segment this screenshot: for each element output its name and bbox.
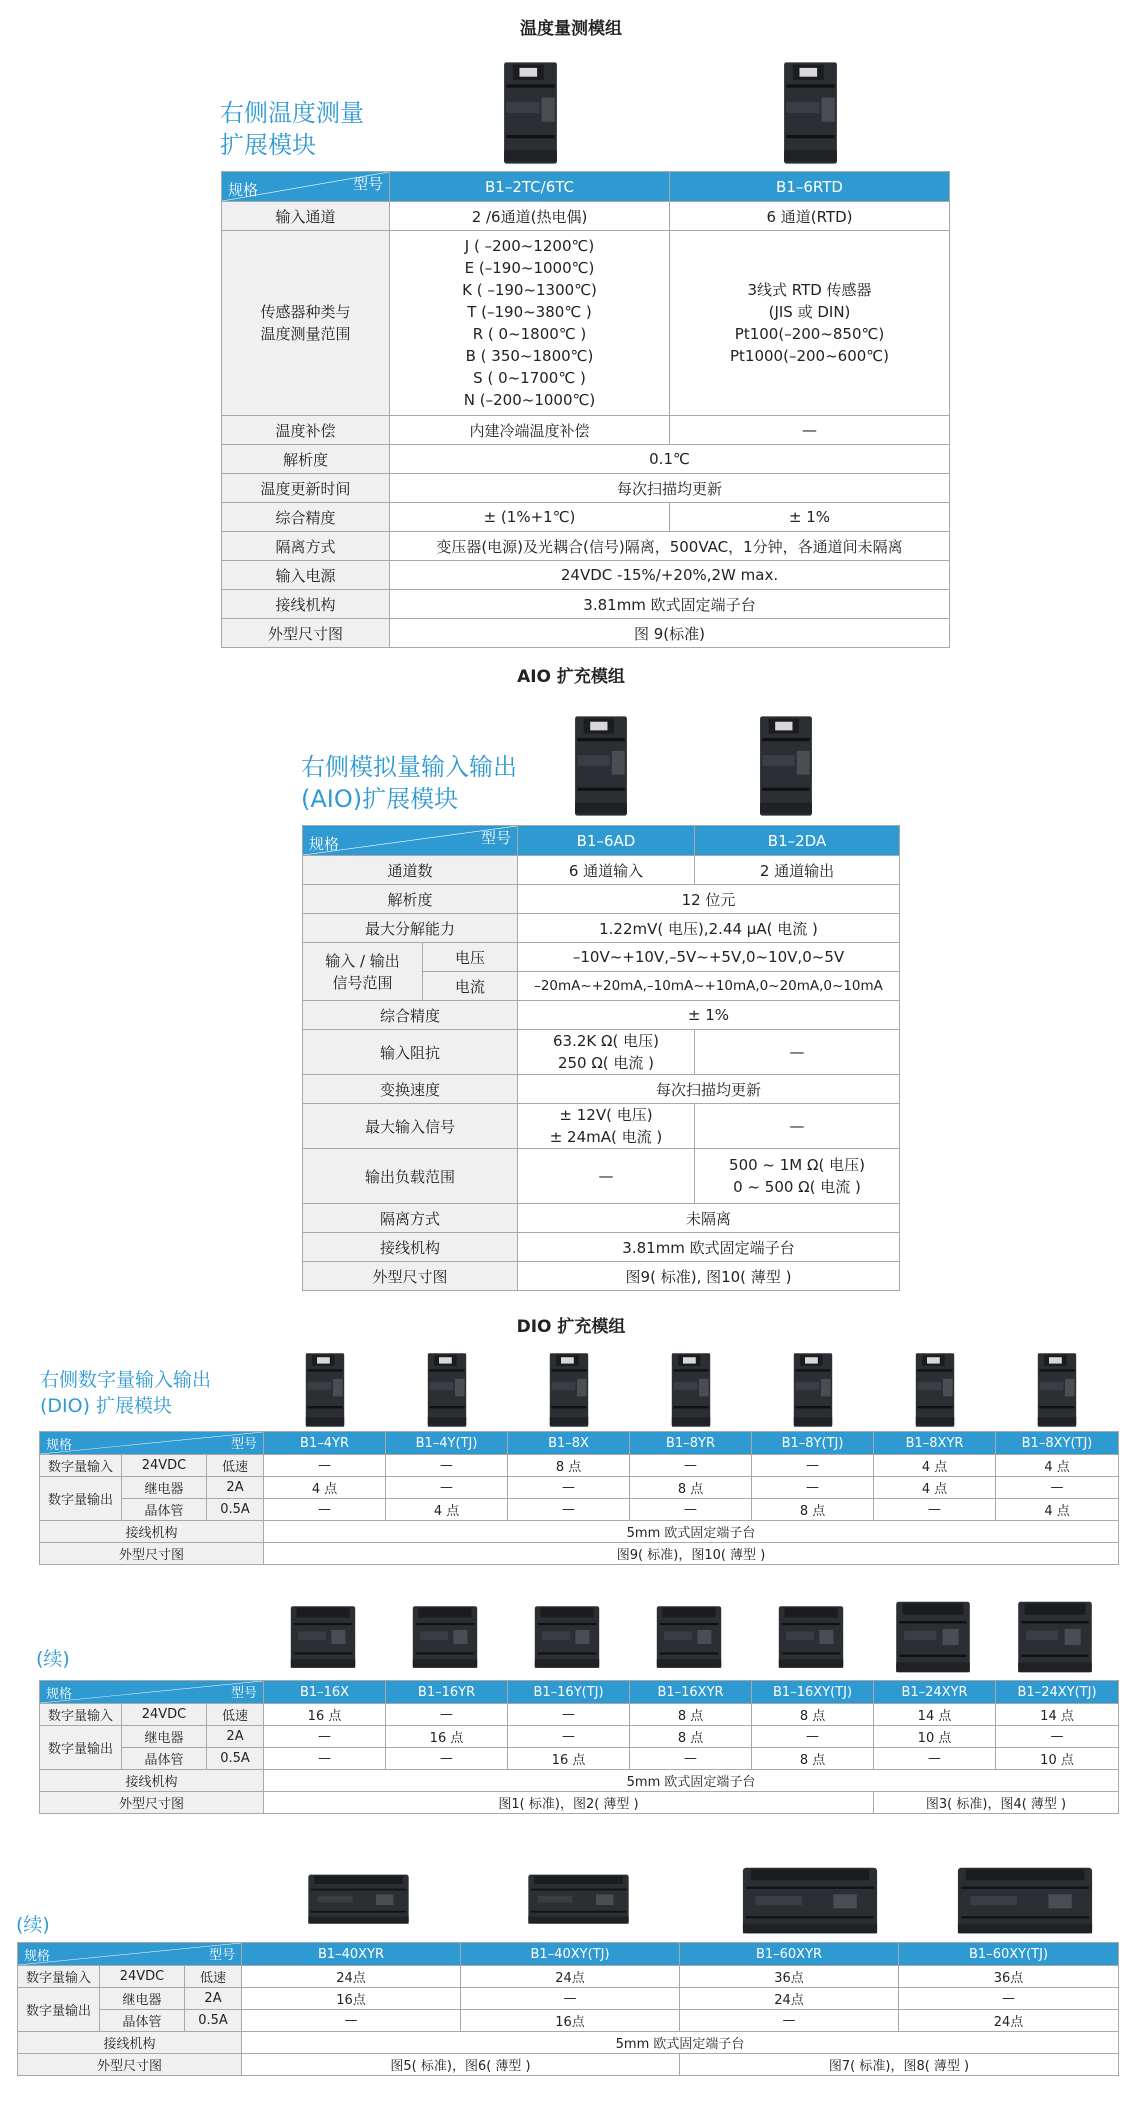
row-sublabel: 电压	[423, 943, 518, 972]
cell: —	[680, 2010, 899, 2032]
table-row	[222, 590, 950, 619]
row-sublabel: 晶体管	[122, 1748, 207, 1770]
cell: —	[386, 1455, 508, 1477]
cell: —	[508, 1499, 630, 1521]
product-image-b1-60xytj	[950, 1860, 1100, 1938]
table-header-row	[18, 1943, 1119, 1966]
cell: 图7( 标准)，图8( 薄型 )	[680, 2054, 1119, 2076]
aio-spec-table	[302, 825, 900, 1291]
model-header: B1–40XYR	[242, 1943, 461, 1966]
table-row	[303, 1204, 900, 1233]
cell: 16 点	[508, 1748, 630, 1770]
cell: 24点	[242, 1966, 461, 1988]
table-row	[303, 856, 900, 885]
row-label: 输入电源	[222, 561, 390, 590]
dio-spec-table-1	[39, 1431, 1119, 1565]
row-sublabel: 低速	[207, 1704, 264, 1726]
row-sublabel: 低速	[207, 1455, 264, 1477]
aio-title-line1: 右侧模拟量输入输出	[301, 753, 517, 781]
cell: 6 通道(RTD)	[670, 202, 950, 231]
cell: 变压器(电源)及光耦合(信号)隔离，500VAC，1分钟，各通道间未隔离	[390, 532, 950, 561]
row-sublabel: 电流	[423, 972, 518, 1001]
cell: 16 点	[386, 1726, 508, 1748]
table-row	[40, 1770, 1119, 1792]
row-label: 外型尺寸图	[40, 1792, 264, 1814]
row-sublabel: 2A	[185, 1988, 242, 2010]
cell: —	[752, 1477, 874, 1499]
row-label: 输入 / 输出 信号范围	[303, 943, 423, 1001]
continued-label: (续)	[16, 1914, 50, 1936]
model-header: B1–8XY(TJ)	[996, 1432, 1119, 1455]
row-label: 隔离方式	[303, 1204, 518, 1233]
row-label: 外型尺寸图	[303, 1262, 518, 1291]
spec-model-corner: 型号 规格	[303, 826, 518, 856]
model-header: B1–16X	[264, 1681, 386, 1704]
cell: 内建冷端温度补偿	[390, 416, 670, 445]
table-row	[222, 561, 950, 590]
model-header: B1–8XYR	[874, 1432, 996, 1455]
table-row	[40, 1521, 1119, 1543]
row-label: 外型尺寸图	[222, 619, 390, 648]
product-image-b1-16xyr	[654, 1596, 724, 1678]
cell: 4 点	[874, 1477, 996, 1499]
cell: —	[996, 1726, 1119, 1748]
row-label: 数字量输入	[18, 1966, 100, 1988]
table-row	[40, 1477, 1119, 1499]
cell: —	[630, 1455, 752, 1477]
model-header: B1–6RTD	[670, 172, 950, 202]
row-label: 温度更新时间	[222, 474, 390, 503]
model-header: B1–24XY(TJ)	[996, 1681, 1119, 1704]
model-header: B1–16XY(TJ)	[752, 1681, 874, 1704]
row-label: 接线机构	[222, 590, 390, 619]
table-row	[40, 1792, 1119, 1814]
row-label: 解析度	[222, 445, 390, 474]
product-image-b1-40xytj	[526, 1858, 631, 1938]
row-label: 隔离方式	[222, 532, 390, 561]
cell: —	[874, 1748, 996, 1770]
cell: ± (1%+1℃)	[390, 503, 670, 532]
table-row	[40, 1726, 1119, 1748]
table-row	[40, 1455, 1119, 1477]
spec-model-corner: 型号 规格	[40, 1432, 264, 1455]
row-label: 数字量输入	[40, 1704, 122, 1726]
cell: 4 点	[996, 1499, 1119, 1521]
cell: 16点	[242, 1988, 461, 2010]
cell: 24点	[461, 1966, 680, 1988]
model-header: B1–4YR	[264, 1432, 386, 1455]
row-label: 通道数	[303, 856, 518, 885]
product-image-b1-40xyr	[306, 1858, 411, 1938]
product-image-b1-60xyr	[735, 1860, 885, 1938]
product-image-b1-16ytj	[532, 1596, 602, 1678]
cell: 36点	[680, 1966, 899, 1988]
row-label: 输入通道	[222, 202, 390, 231]
model-header: B1–60XYR	[680, 1943, 899, 1966]
cell: —	[461, 1988, 680, 2010]
product-image-b1-16x	[288, 1596, 358, 1678]
model-header: B1–6AD	[518, 826, 695, 856]
table-row	[18, 1966, 1119, 1988]
table-header-row	[222, 172, 950, 202]
row-label: 接线机构	[40, 1770, 264, 1792]
cell: 8 点	[630, 1726, 752, 1748]
model-header: B1–8Y(TJ)	[752, 1432, 874, 1455]
table-row	[18, 1988, 1119, 2010]
model-header: B1–24XYR	[874, 1681, 996, 1704]
row-sublabel: 晶体管	[122, 1499, 207, 1521]
product-image-b1-6rtd	[773, 58, 848, 168]
model-header: B1–2DA	[695, 826, 900, 856]
row-label: 最大输入信号	[303, 1104, 518, 1149]
cell: –10V~+10V,–5V~+5V,0~10V,0~5V	[518, 943, 900, 972]
row-sublabel: 0.5A	[207, 1499, 264, 1521]
cell: 图3( 标准)，图4( 薄型 )	[874, 1792, 1119, 1814]
product-image-b1-8ytj	[787, 1350, 839, 1430]
cell: 16点	[461, 2010, 680, 2032]
row-sublabel: 24VDC	[122, 1455, 207, 1477]
product-image-b1-2tc	[493, 58, 568, 168]
temp-spec-table	[221, 171, 950, 648]
table-row	[303, 1075, 900, 1104]
cell: 未隔离	[518, 1204, 900, 1233]
table-row	[40, 1543, 1119, 1565]
cell: 图 9(标准)	[390, 619, 950, 648]
row-label: 外型尺寸图	[18, 2054, 242, 2076]
product-image-b1-16xytj	[776, 1596, 846, 1678]
row-sublabel: 继电器	[122, 1726, 207, 1748]
product-image-b1-24xyr	[893, 1596, 973, 1678]
dio-module-title	[40, 1367, 211, 1419]
product-image-b1-4ytj	[421, 1350, 473, 1430]
table-row	[303, 1001, 900, 1030]
table-row	[40, 1748, 1119, 1770]
row-sublabel: 24VDC	[100, 1966, 185, 1988]
cell: —	[264, 1748, 386, 1770]
table-row	[303, 1030, 900, 1075]
table-row	[303, 943, 900, 972]
dio-title-line1: 右侧数字量输入输出	[40, 1369, 212, 1391]
table-row	[303, 885, 900, 914]
row-sublabel: 继电器	[100, 1988, 185, 2010]
dio-spec-table-3	[17, 1942, 1119, 2076]
table-row	[18, 2010, 1119, 2032]
product-image-b1-8x	[543, 1350, 595, 1430]
cell: 10 点	[996, 1748, 1119, 1770]
product-image-b1-4yr	[299, 1350, 351, 1430]
cell: —	[670, 416, 950, 445]
row-label: 数字量输入	[40, 1455, 122, 1477]
cell: —	[508, 1726, 630, 1748]
model-header: B1–16XYR	[630, 1681, 752, 1704]
temp-section-heading: 温度量测模组	[520, 19, 622, 39]
cell: 8 点	[752, 1748, 874, 1770]
cell: 每次扫描均更新	[518, 1075, 900, 1104]
dio-section-heading: DIO 扩充模组	[516, 1317, 626, 1337]
product-image-b1-16yr	[410, 1596, 480, 1678]
cell: ± 1%	[518, 1001, 900, 1030]
model-header: B1–4Y(TJ)	[386, 1432, 508, 1455]
cell: —	[752, 1726, 874, 1748]
cell: —	[264, 1455, 386, 1477]
model-header: B1–2TC/6TC	[390, 172, 670, 202]
cell: 24点	[899, 2010, 1119, 2032]
table-header-row	[40, 1432, 1119, 1455]
cell: 每次扫描均更新	[390, 474, 950, 503]
cell: —	[386, 1748, 508, 1770]
cell: 10 点	[874, 1726, 996, 1748]
product-image-b1-24xytj	[1015, 1596, 1095, 1678]
cell: –20mA~+20mA,–10mA~+10mA,0~20mA,0~10mA	[518, 972, 900, 1001]
table-row	[222, 532, 950, 561]
cell: 14 点	[874, 1704, 996, 1726]
cell: —	[630, 1499, 752, 1521]
model-header: B1–16Y(TJ)	[508, 1681, 630, 1704]
cell: 8 点	[508, 1455, 630, 1477]
table-row	[222, 202, 950, 231]
cell: 24点	[680, 1988, 899, 2010]
cell: —	[899, 1988, 1119, 2010]
row-label: 输入阻抗	[303, 1030, 518, 1075]
row-label: 接线机构	[303, 1233, 518, 1262]
row-label: 接线机构	[40, 1521, 264, 1543]
row-label: 变换速度	[303, 1075, 518, 1104]
table-row	[303, 1262, 900, 1291]
table-row	[303, 914, 900, 943]
cell-rtd-ranges: 3线式 RTD 传感器 (JIS 或 DIN) Pt100(–200~850℃) Pt1000(–200~600℃)	[670, 231, 950, 416]
cell: 5mm 欧式固定端子台	[264, 1521, 1119, 1543]
cell: 3.81mm 欧式固定端子台	[518, 1233, 900, 1262]
spec-model-corner: 型号 规格	[40, 1681, 264, 1704]
cell: —	[874, 1499, 996, 1521]
row-label: 外型尺寸图	[40, 1543, 264, 1565]
cell: —	[752, 1455, 874, 1477]
table-row	[303, 1149, 900, 1204]
spec-model-corner: 型号 规格	[222, 172, 390, 202]
row-sublabel: 低速	[185, 1966, 242, 1988]
cell: 8 点	[630, 1704, 752, 1726]
cell: 4 点	[874, 1455, 996, 1477]
table-row	[222, 474, 950, 503]
cell: 36点	[899, 1966, 1119, 1988]
cell: 12 位元	[518, 885, 900, 914]
cell: 图9( 标准)，图10( 薄型 )	[264, 1543, 1119, 1565]
cell: —	[695, 1030, 900, 1075]
aio-title-line2: (AIO)扩展模块	[301, 785, 459, 813]
model-header: B1–16YR	[386, 1681, 508, 1704]
table-row	[222, 503, 950, 532]
table-row	[18, 2054, 1119, 2076]
row-label: 接线机构	[18, 2032, 242, 2054]
cell: 5mm 欧式固定端子台	[242, 2032, 1119, 2054]
cell: —	[386, 1704, 508, 1726]
table-row	[222, 619, 950, 648]
row-sublabel: 24VDC	[122, 1704, 207, 1726]
row-label: 数字量输出	[18, 1988, 100, 2032]
cell: 5mm 欧式固定端子台	[264, 1770, 1119, 1792]
model-header: B1–8YR	[630, 1432, 752, 1455]
row-label: 综合精度	[222, 503, 390, 532]
cell: 图9( 标准), 图10( 薄型 )	[518, 1262, 900, 1291]
table-row	[40, 1499, 1119, 1521]
cell: —	[996, 1477, 1119, 1499]
cell: ± 12V( 电压) ± 24mA( 电流 )	[518, 1104, 695, 1149]
cell: 500 ~ 1M Ω( 电压) 0 ~ 500 Ω( 电流 )	[695, 1149, 900, 1204]
cell: 63.2K Ω( 电压) 250 Ω( 电流 )	[518, 1030, 695, 1075]
table-row	[18, 2032, 1119, 2054]
row-sublabel: 0.5A	[185, 2010, 242, 2032]
dio-spec-table-2	[39, 1680, 1119, 1814]
model-header: B1–8X	[508, 1432, 630, 1455]
row-label: 最大分解能力	[303, 914, 518, 943]
row-label: 数字量输出	[40, 1726, 122, 1770]
cell: 图5( 标准)，图6( 薄型 )	[242, 2054, 680, 2076]
cell: —	[508, 1477, 630, 1499]
cell: —	[518, 1149, 695, 1204]
product-image-b1-2da	[750, 712, 822, 820]
table-header-row	[303, 826, 900, 856]
table-row	[222, 445, 950, 474]
aio-module-title	[301, 751, 517, 815]
dio-title-line2: (DIO) 扩展模块	[40, 1395, 173, 1417]
row-label: 数字量输出	[40, 1477, 122, 1521]
row-sublabel: 0.5A	[207, 1748, 264, 1770]
table-row	[222, 416, 950, 445]
cell: 4 点	[264, 1477, 386, 1499]
cell: —	[264, 1726, 386, 1748]
cell: —	[695, 1104, 900, 1149]
cell: 2 /6通道(热电偶)	[390, 202, 670, 231]
row-label: 综合精度	[303, 1001, 518, 1030]
product-image-b1-6ad	[565, 712, 637, 820]
cell: —	[386, 1477, 508, 1499]
table-header-row	[40, 1681, 1119, 1704]
cell: 4 点	[996, 1455, 1119, 1477]
cell: 3.81mm 欧式固定端子台	[390, 590, 950, 619]
cell: 24VDC -15%/+20%,2W max.	[390, 561, 950, 590]
row-label: 传感器种类与 温度测量范围	[222, 231, 390, 416]
cell: 14 点	[996, 1704, 1119, 1726]
cell: 1.22mV( 电压),2.44 µA( 电流 )	[518, 914, 900, 943]
cell: 8 点	[752, 1704, 874, 1726]
cell: 2 通道输出	[695, 856, 900, 885]
cell: —	[630, 1748, 752, 1770]
model-header: B1–60XY(TJ)	[899, 1943, 1119, 1966]
cell-thermocouple-ranges: J ( –200~1200℃) E (–190~1000℃) K ( –190~1300℃) T (–190~380℃ ) R ( 0~1800℃ ) B ( 350~1800℃) S ( 0~1700℃ ) N (–200~1000℃)	[390, 231, 670, 416]
cell: ± 1%	[670, 503, 950, 532]
row-label: 输出负载范围	[303, 1149, 518, 1204]
row-label: 解析度	[303, 885, 518, 914]
product-image-b1-8xyr	[909, 1350, 961, 1430]
cell: —	[242, 2010, 461, 2032]
cell: 8 点	[630, 1477, 752, 1499]
temp-title-line2: 扩展模块	[220, 131, 316, 159]
row-sublabel: 2A	[207, 1726, 264, 1748]
cell: 6 通道输入	[518, 856, 695, 885]
spec-model-corner: 型号 规格	[18, 1943, 242, 1966]
cell: 0.1℃	[390, 445, 950, 474]
temp-module-title	[220, 97, 364, 161]
model-header: B1–40XY(TJ)	[461, 1943, 680, 1966]
cell: 8 点	[752, 1499, 874, 1521]
table-row	[303, 1104, 900, 1149]
row-sublabel: 继电器	[122, 1477, 207, 1499]
table-row	[222, 231, 950, 416]
temp-title-line1: 右侧温度测量	[220, 99, 364, 127]
product-image-b1-8yr	[665, 1350, 717, 1430]
row-sublabel: 2A	[207, 1477, 264, 1499]
row-label: 温度补偿	[222, 416, 390, 445]
cell: —	[508, 1704, 630, 1726]
cell: 图1( 标准)，图2( 薄型 )	[264, 1792, 874, 1814]
product-image-b1-8xytj	[1031, 1350, 1083, 1430]
cell: 4 点	[386, 1499, 508, 1521]
cell: —	[264, 1499, 386, 1521]
aio-section-heading: AIO 扩充模组	[517, 667, 625, 687]
cell: 16 点	[264, 1704, 386, 1726]
row-sublabel: 晶体管	[100, 2010, 185, 2032]
continued-label: (续)	[36, 1648, 70, 1670]
table-row	[303, 1233, 900, 1262]
table-row	[40, 1704, 1119, 1726]
